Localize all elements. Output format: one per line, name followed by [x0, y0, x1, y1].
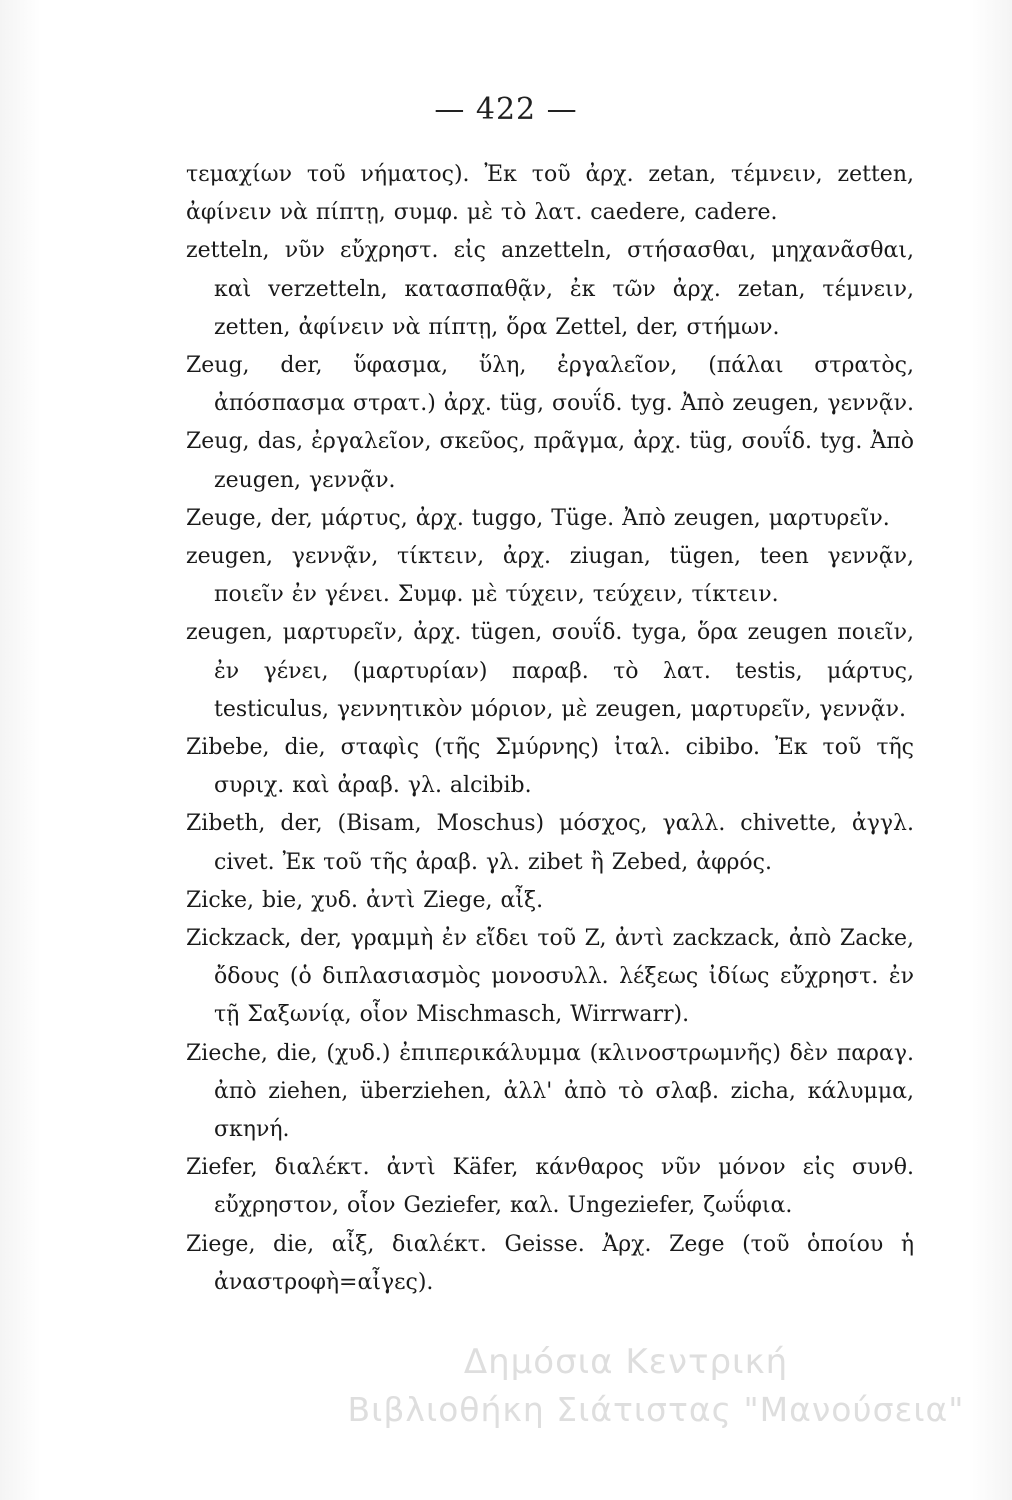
dictionary-entry-zeugen-1: zeugen, γεννᾷν, τίκτειν, ἀρχ. ziugan, tügen, teen γεννᾷν, ποιεῖν ἐν γένει. Συμφ. μὲ τύχειν, τεύχειν, τίκτειν. [186, 544, 914, 608]
dictionary-entry-ziege: Ziege, die, αἶξ, διαλέκτ. Geisse. Ἀρχ. Zege (τοῦ ὁποίου ἡ ἀναστροφὴ=αἶγες). [186, 1231, 914, 1295]
dictionary-entry-zeugen-2: zeugen, μαρτυρεῖν, ἀρχ. tügen, σουΐδ. tyga, ὅρα zeugen ποιεῖν, ἐν γένει, (μαρτυρίαν) παραβ. τὸ λατ. testis, μάρτυς, testiculus, γεννητικὸν μόριον, μὲ zeugen, μαρτυρεῖν, γεννᾷν. [186, 620, 914, 722]
page-number: — 422 — [434, 92, 578, 127]
dictionary-entry-ziefer: Ziefer, διαλέκτ. ἀντὶ Käfer, κάνθαρος νῦν μόνον εἰς συνθ. εὔχρηστον, οἷον Geziefer, καλ. Ungeziefer, ζωΰφια. [186, 1155, 914, 1219]
dictionary-entry-zeuge: Zeuge, der, μάρτυς, ἀρχ. tuggo, Tüge. Ἀπὸ zeugen, μαρτυρεῖν. [186, 505, 890, 531]
library-watermark-line2: Βιβλιοθήκη Σιάτιστας "Μανούσεια" [347, 1390, 965, 1429]
dictionary-entry-zieche: Zieche, die, (χυδ.) ἐπιπερικάλυμμα (κλινοστρωμνῆς) δὲν παραγ. ἀπὸ ziehen, überziehen, ἀλλ' ἀπὸ τὸ σλαβ. zicha, κάλυμμα, σκηνή. [186, 1040, 914, 1143]
dictionary-entry-zibeth: Zibeth, der, (Bisam, Moschus) μόσχος, γαλλ. chivette, ἀγγλ. civet. Ἐκ τοῦ τῆς ἀραβ. γλ. zibet ἢ Zebed, ἀφρός. [186, 811, 914, 875]
dictionary-entry-continuation: τεμαχίων τοῦ νήματος). Ἐκ τοῦ ἀρχ. zetan, τέμνειν, zetten, ἀφίνειν νὰ πίπτῃ, συμφ. μὲ τὸ λατ. caedere, cadere. [186, 162, 914, 226]
dictionary-text [186, 156, 914, 1302]
dictionary-entry-zeug-das: Zeug, das, ἐργαλεῖον, σκεῦος, πρᾶγμα, ἀρχ. tüg, σουΐδ. tyg. Ἀπὸ zeugen, γεννᾷν. [186, 429, 914, 493]
dictionary-entry-zeug-der: Zeug, der, ὕφασμα, ὕλη, ἐργαλεῖον, (πάλαι στρατὸς, ἀπόσπασμα στρατ.) ἀρχ. tüg, σουΐδ. tyg. Ἀπὸ zeugen, γεννᾷν. [186, 353, 914, 417]
dictionary-entry-zibebe: Zibebe, die, σταφὶς (τῆς Σμύρνης) ἰταλ. cibibo. Ἐκ τοῦ τῆς συριχ. καὶ ἀραβ. γλ. alcibib. [186, 735, 914, 799]
library-watermark-line1: Δημόσια Κεντρική [463, 1342, 789, 1382]
dictionary-entry-zickzack: Zickzack, der, γραμμὴ ἐν εἴδει τοῦ Z, ἀντὶ zackzack, ἀπὸ Zacke, ὄδους (ὁ διπλασιασμὸς μονοσυλλ. λέξεως ἰδίως εὔχρηστ. ἐν τῇ Σαξωνίᾳ, οἷον Mischmasch, Wirrwarr). [186, 926, 914, 1028]
dictionary-entry-zetteln: zetteln, νῦν εὔχρηστ. εἰς anzetteln, στήσασθαι, μηχανᾶσθαι, καὶ verzetteln, κατασπαθᾷν, ἐκ τῶν ἀρχ. zetan, τέμνειν, zetten, ἀφίνειν νὰ πίπτῃ, ὅρα Zettel, der, στήμων. [186, 238, 914, 340]
dictionary-entry-zicke: Zicke, bie, χυδ. ἀντὶ Ziege, αἶξ. [186, 887, 544, 913]
